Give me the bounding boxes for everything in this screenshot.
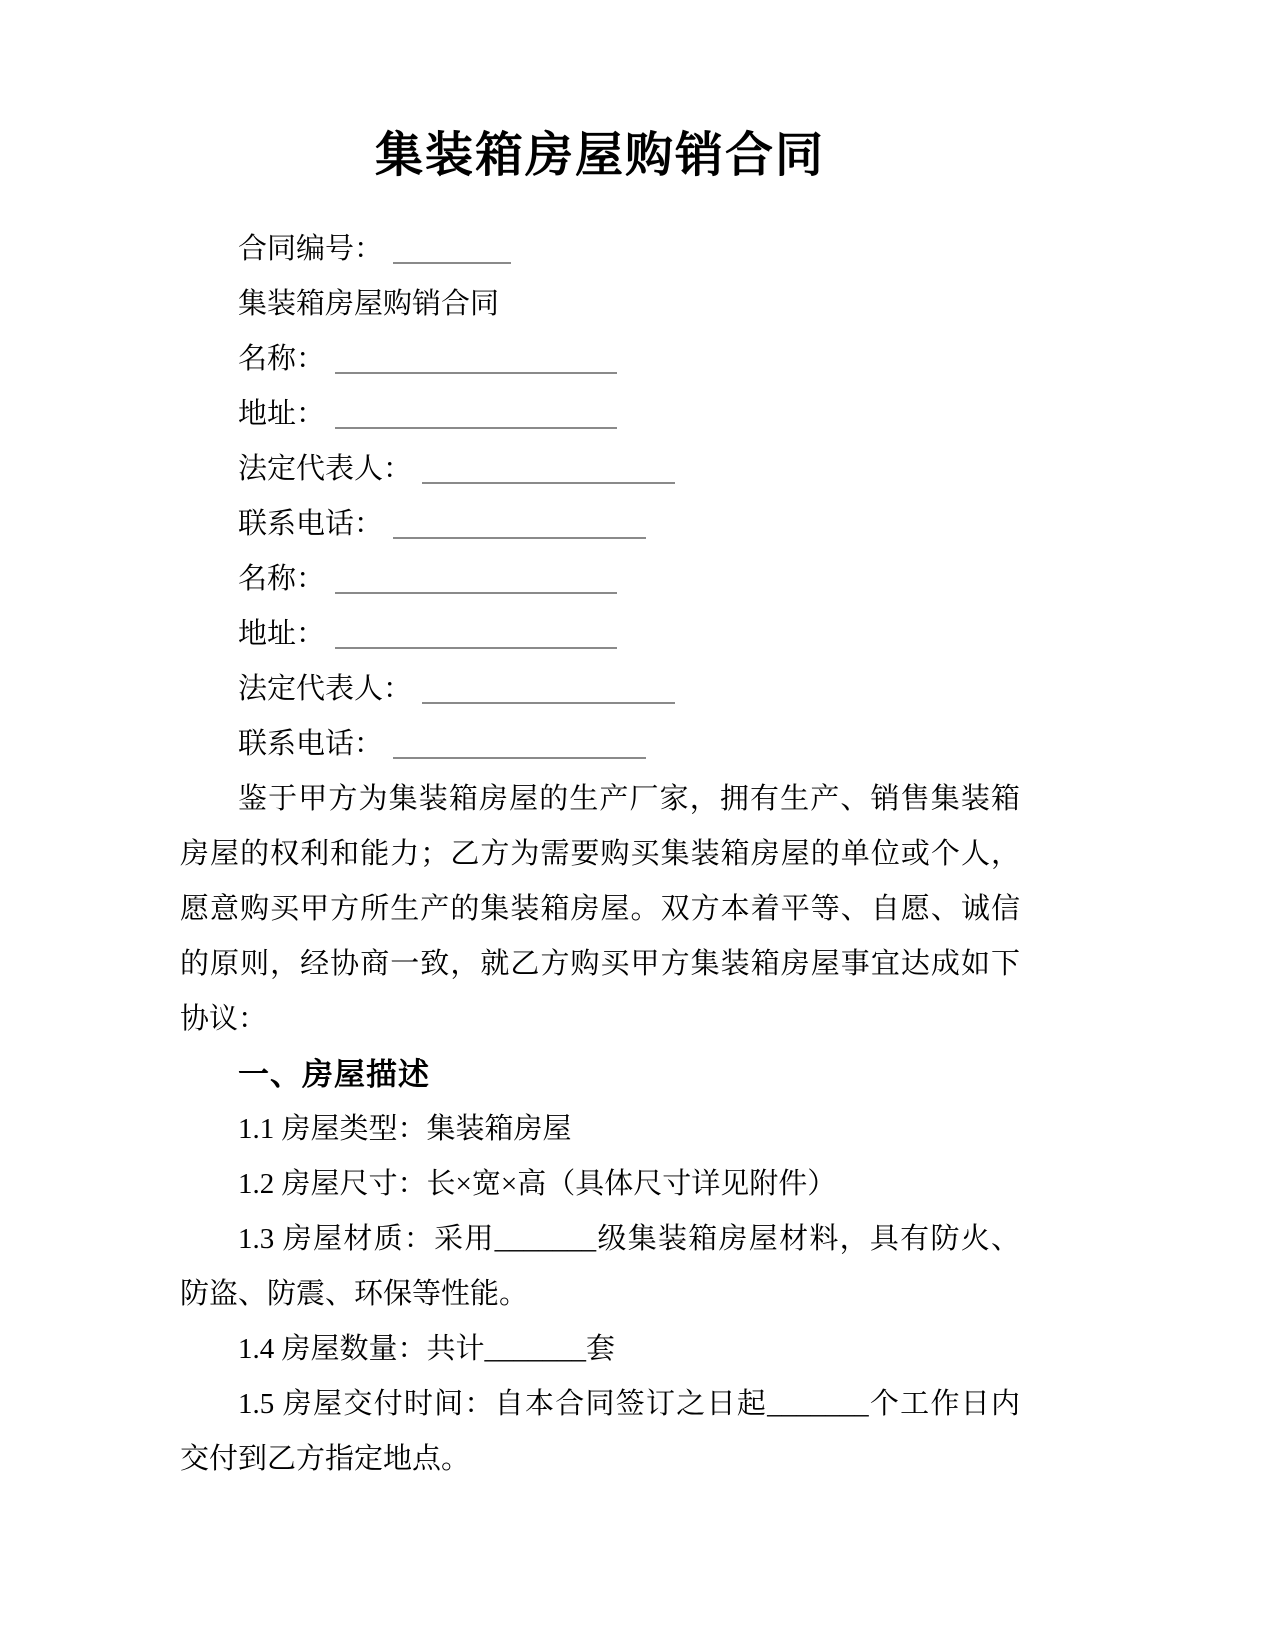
field-label: 联系电话：: [238, 508, 384, 540]
field-row: [180, 222, 1020, 277]
field-label: 地址：: [238, 398, 326, 430]
preamble-paragraph: 鉴于甲方为集装箱房屋的生产厂家，拥有生产、销售集装箱房屋的权利和能力；乙方为需要购买集装箱房屋的单位或个人，愿意购买甲方所生产的集装箱房屋。双方本着平等、自愿、诚信的原则，经协商一致，就乙方购买甲方集装箱房屋事宜达成如下协议：: [180, 783, 1020, 1035]
field-label: 地址：: [238, 618, 326, 650]
header-fields: [180, 222, 1020, 772]
field-row: [180, 717, 1020, 772]
field-row: [180, 662, 1020, 717]
field-label: 名称：: [238, 563, 326, 595]
clause-paragraph: 1.4 房屋数量：共计_______套: [238, 1333, 616, 1365]
blank-line: [335, 615, 617, 649]
blank-line: [393, 725, 646, 759]
field-row: [180, 552, 1020, 607]
blank-line: [335, 340, 617, 374]
clause-paragraph: 1.5 房屋交付时间：自本合同签订之日起_______个工作日内交付到乙方指定地点。: [180, 1388, 1020, 1475]
section-heading: 一、房屋描述: [238, 1057, 430, 1092]
field-row: [180, 497, 1020, 552]
field-label: 合同编号：: [238, 233, 384, 265]
blank-line: [393, 505, 646, 539]
blank-line: [422, 670, 675, 704]
clause-list: [180, 1102, 1020, 1487]
document-title: 集装箱房屋购销合同: [374, 129, 825, 182]
field-row: [180, 607, 1020, 662]
field-label: 法定代表人：: [238, 673, 413, 705]
field-row: [180, 387, 1020, 442]
blank-line: [393, 230, 511, 264]
field-row: [180, 277, 1020, 332]
blank-line: [335, 560, 617, 594]
field-row: [180, 332, 1020, 387]
clause-paragraph: 1.3 房屋材质：采用_______级集装箱房屋材料，具有防火、防盗、防震、环保等性能。: [180, 1223, 1020, 1310]
field-row: [180, 442, 1020, 497]
blank-line: [422, 450, 675, 484]
blank-line: [335, 395, 617, 429]
clause-paragraph: 1.1 房屋类型：集装箱房屋: [238, 1113, 572, 1145]
field-label: 联系电话：: [238, 728, 384, 760]
clause-paragraph: 1.2 房屋尺寸：长×宽×高（具体尺寸详见附件）: [238, 1168, 837, 1200]
field-label: 名称：: [238, 343, 326, 375]
field-label: 集装箱房屋购销合同: [238, 288, 500, 320]
field-label: 法定代表人：: [238, 453, 413, 485]
